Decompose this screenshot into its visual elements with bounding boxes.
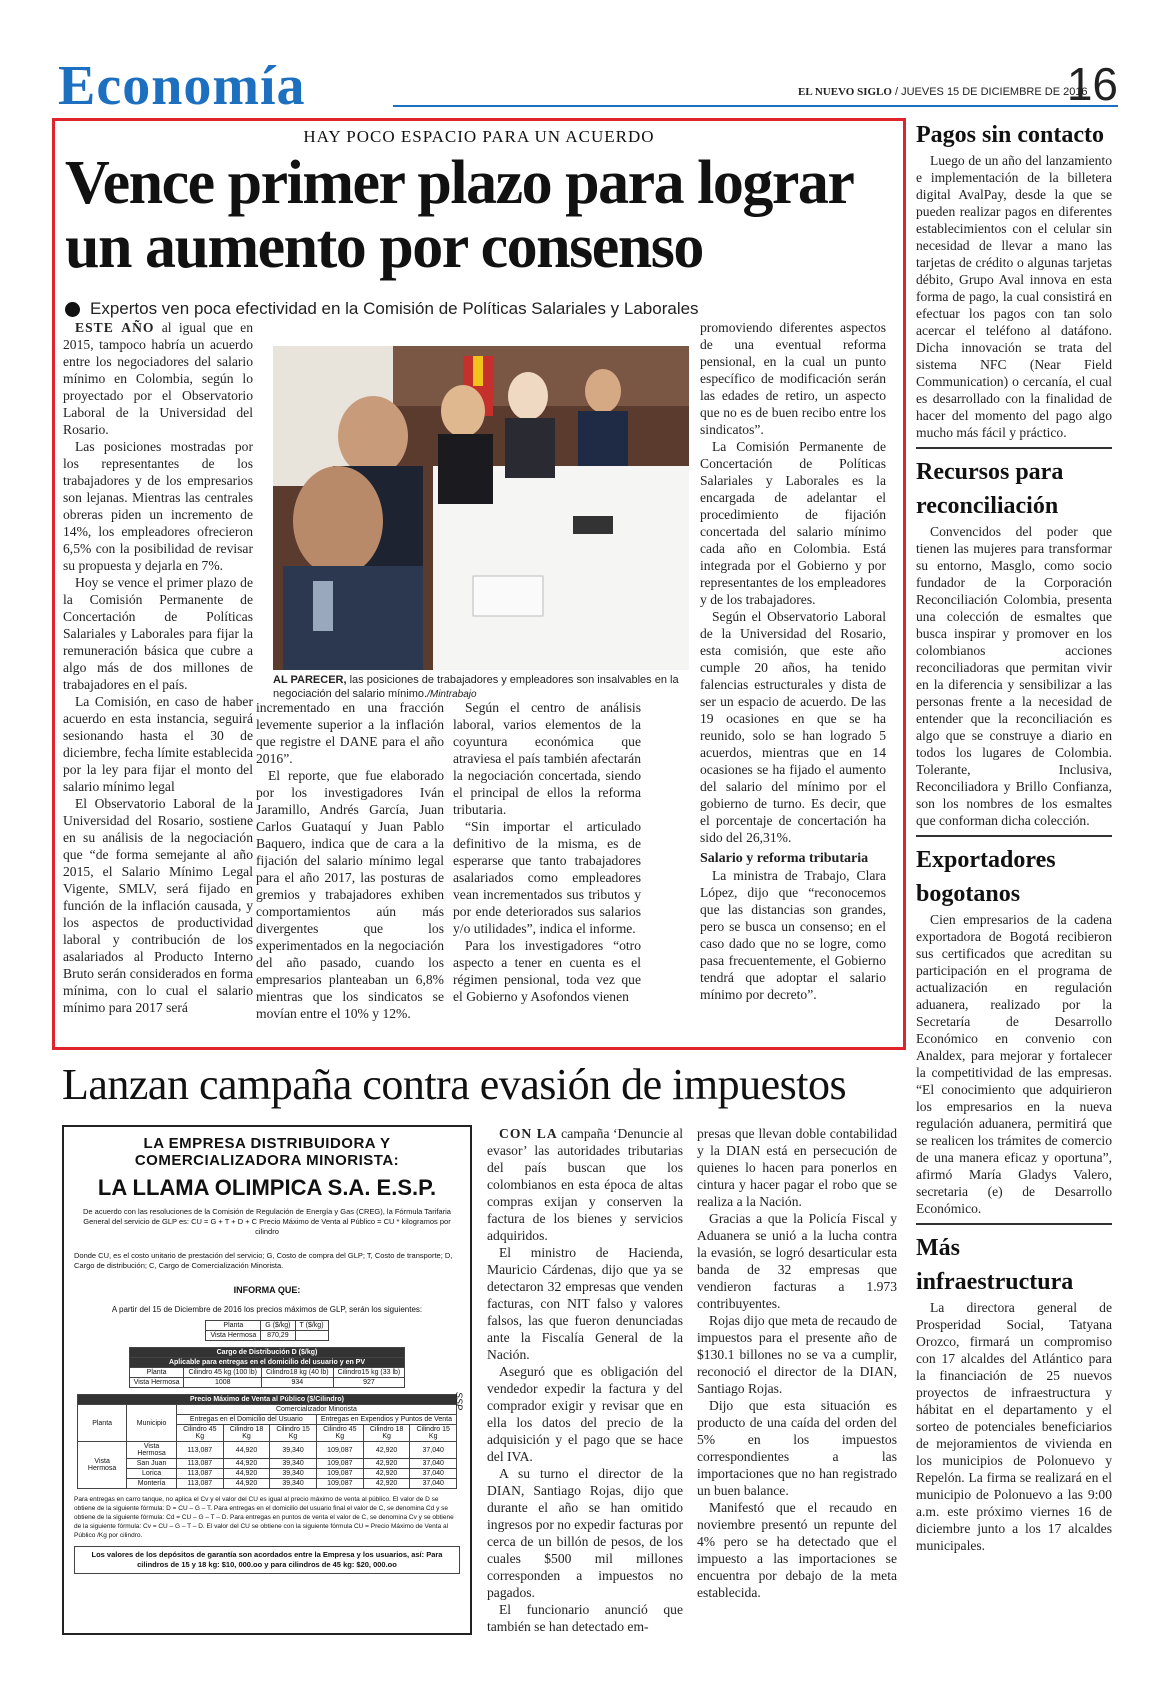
ad-inform: INFORMA QUE: [233,1285,301,1295]
table-header: Planta [129,1368,184,1378]
brief-headline: Recursos para reconciliación [916,459,1064,519]
table-header: Entregas en Expendios y Puntos de Venta [316,1415,456,1425]
paragraph: El ministro de Hacienda, Mauricio Cárdenas, dijo que ya se detectaron 32 empresas que venden facturas, con NIT falso y valores falsos, las que fueron denunciadas ante la Fiscalía General de la Nación. [487,1245,683,1362]
photo-caption [273,674,693,701]
bullet-icon [65,302,80,317]
paper-name: EL NUEVO SIGLO [798,86,892,98]
paragraph: El Observatorio Laboral de la Universidad del Rosario, sostiene en su análisis de la negociación que “de forma semejante al año 2015, el Salario Mínimo Legal Vigente, SMLV, será fijado en función de la inflación causada, y los aspectos de productividad laboral y contribución de los asalariados al Producto Interno Bruto serán considerados en forma mínima, con lo cual el salario mínimo para 2017 será [63,796,253,1015]
table-row: Lorica 113,087 44,920 39,340 109,087 42,920 37,040 [78,1469,457,1479]
masthead-rule [393,105,1118,107]
lead-headline: Vence primer plazo para lograr un aumento por consenso [65,149,853,281]
paragraph: presas que llevan doble contabilidad y la DIAN está en persecución de quienes lo hacen para ponerlos en cintura y hacer pagar el robo que se realiza a la Nación. [697,1126,897,1209]
lead-article [52,118,906,1050]
paper-date [798,86,1088,98]
page-number: 16 [1066,58,1118,110]
masthead [58,55,1118,117]
lead-column-2 [256,699,444,1022]
table-row: Vista Hermosa 870,29 [206,1331,328,1341]
lead-subhead: Salario y reforma tributaria [700,851,869,866]
paragraph: Hoy se vence el primer plazo de la Comisión Permanente de Concertación de Políticas Salariales y Laborales para fijar la remuneración básica que cubre a algo más de dos millones de trabajadores en el país. [63,575,253,692]
second-column-1 [487,1125,683,1635]
lead-in: ESTE AÑO [75,320,155,335]
lead-column-1 [63,319,253,1016]
brief-text: Convencidos del poder que tienen las mujeres para transformar su entorno, Masglo, como socio fundador de la Corporación Reconciliación Colombia, presenta una colección de esmaltes que busca inspirar y promover en los colombianos acciones reconciliadoras que permitan vivir en la diferencia y sensibilizar a las personas frente a la necesidad de entender que la reconciliación es algo que se construye a diario en todos los lugares de Colombia. Tolerante, Inclusiva, Reconciliadora y Brillo Confianza, son los nombres de los esmaltes que conforman dicha colección. [916,524,1112,828]
paragraph: Según el centro de análisis laboral, varios elementos de la coyuntura económica que atraviesa el país también afectarán la negociación concertada, siendo el principal de ellos la reforma tributaria. [453,700,641,817]
max-price-table [77,1394,457,1489]
table-header: Cilindro 15 Kg [270,1425,317,1442]
brief-headline: Pagos sin contacto [916,122,1104,148]
paragraph: Aseguró que es obligación del vendedor expedir la factura y del comprador exigir y revisar que en ella los datos del precio de la adquisición y el pago que se hace del IVA. [487,1364,683,1464]
table-title: Cargo de Distribución D ($/kg) [129,1348,405,1358]
brief-exportadores [916,843,1112,1217]
paragraph: “Sin importar el articulado definitivo de la misma, es de esperarse que tanto trabajadores asalariados como empleadores vean incrementados sus tributos y por ende deteriorados sus salarios y/o utilidades”, indica el informe. [453,819,641,936]
lead-column-3 [453,699,641,1005]
paragraph: Dijo que esta situación es producto de una caída del orden del 5% en los impuestos correspondientes a las importaciones que no han registrado un buen balance. [697,1398,897,1498]
table-header: G ($/kg) [261,1321,295,1331]
lead-in: CON LA [499,1126,558,1141]
paragraph: La Comisión, en caso de haber acuerdo en esta instancia, seguirá sesionando hasta el 30 de diciembre, fecha límite establecida por la ley para fijar el monto del salario mínimo legal [63,694,253,794]
table-header: Cilindro 45 Kg [316,1425,363,1442]
table-header: Cilindro 15 Kg [410,1425,457,1442]
paragraph: ESTE AÑO al igual que en 2015, tampoco habría un acuerdo entre los negociadores del salario mínimo en Colombia, según lo proyectado por el Observatorio Laboral de la Universidad del Rosario. [63,320,253,437]
brief-recursos [916,455,1112,829]
paragraph: promoviendo diferentes aspectos de una eventual reforma pensional, en la cual un punto específico de modificación serán las edades de retiro, un aspecto que no es de buen recibo entre los sindicatos”. [700,320,886,437]
ad-date-line: A partir del 15 de Diciembre de 2016 los precios máximos de GLP, serán los siguientes: [111,1305,423,1314]
divider [916,447,1112,449]
ad-footnote: Para entregas en carro tanque, no aplica el Cv y el valor del CU es igual al precio máximo de venta al público. El valor de D se obtiene de la siguiente fórmula: D = CU – G – T. Para entregas en el domicilio del usuario final el valor de C, se denomina Cd y se obtiene de la siguiente fórmula: Cd = CU – G – T – D. Para entregas en puntos de venta el valor de C, se denomina Cv y se obtiene de la siguiente fórmula: Cv = CU – G – T – D. El valor del CU se obtiene con la siguiente fórmula CU = Precio Máximo de Venta al Público /Kg por cilindro. [74,1496,454,1539]
table-header: Planta [78,1405,127,1442]
meeting-photo [273,346,689,670]
table-row: San Juan 113,087 44,920 39,340 109,087 42,920 37,040 [78,1459,457,1469]
gas-price-advertisement [62,1125,472,1635]
photo-credit: /Mintrabajo [427,688,477,700]
price-table-g-t [205,1320,328,1341]
caption-text: las posiciones de trabajadores y empleadores son insalvables en la negociación del salario mínimo. [273,674,679,700]
brief-headline: Exportadores bogotanos [916,847,1056,907]
ad-top-line: LA EMPRESA DISTRIBUIDORA Y COMERCIALIZADORA MINORISTA: [134,1135,400,1169]
brief-text: Cien empresarios de la cadena exportadora de Bogotá recibieron sus certificados que acreditan su participación en el programa de actualización en regulación aduanera, realizado por la Secretaría de Desarrollo Económico en convenio con Analdex, para mejorar y fortalecer la competitividad de las empresas. “El conocimiento que adquirieron los empresarios en la nueva regulación aduanera, permitirá que se realicen los trámites de comercio de una manera eficaz y oportuna”, afirmó María Gladys Valero, secretaria (e) de Desarrollo Económico. [916,912,1112,1216]
second-headline: Lanzan campaña contra evasión de impuestos [62,1060,847,1109]
brief-text: La directora general de Prosperidad Social, Tatyana Orozco, firmará un compromiso con 17 alcaldes del Atlántico para la financiación de 25 nuevos proyectos de infraestructura y hábitat en el departamento y el sorteo de potenciales beneficiarios de mejoramientos de vivienda en los municipios de Polonuevo y Repelón. La firma se realizará en el municipio de Polonuevo a las 9:00 a.m. este próximo viernes 16 de diciembre junto a los 17 alcaldes municipales. [916,1300,1112,1553]
table-header: Cilindro 18 Kg [223,1425,270,1442]
paragraph: CON LA campaña ‘Denuncie al evasor’ las autoridades tributarias del país buscan que los colombianos en esta época de altas compras exijan y conserven la factura de los bienes y servicios adquiridos. [487,1126,683,1243]
table-header: Cilindro 45 Kg [176,1425,223,1442]
paragraph: Las posiciones mostradas por los representantes de los trabajadores y de los empresarios son lejanas. Mientras las centrales obreras piden un incremento de 14%, los empleadores ofrecieron 6,5% con la posibilidad de revisar su propuesta y dejarla en 7%. [63,439,253,573]
paragraph: La Comisión Permanente de Concertación de Políticas Salariales y Laborales es la encargada de adelantar el procedimiento de fijación concertada del salario mínimo cada año en Colombia. Está integrada por el Gobierno y por representantes de los empleadores y de los trabajadores. [700,439,886,607]
issue-date: / JUEVES 15 DE DICIEMBRE DE 2016 [894,86,1088,98]
brief-text: Luego de un año del lanzamiento e implementación de la billetera digital AvalPay, desde la que se pueden realizar pagos en diferentes establecimientos con el celular sin necesidad de llevar a mano las tarjetas de crédito o algunas tarjetas débito, Grupo Aval innova en esta forma de pago, la cual consistirá en efectuar los pagos con tan solo acercar el teléfono al datáfono. Dicha innovación se trata del sistema NFC (Near Field Communication) o cercanía, el cual es desarrollado con la finalidad de hacer del momento del pago algo mucho más fácil y práctico. [916,153,1112,440]
table-header: Planta [206,1321,261,1331]
brief-infraestructura [916,1231,1112,1554]
table-header: Cilindro15 kg (33 lb) [333,1368,405,1378]
paragraph: Gracias a que la Policía Fiscal y Aduanera se unió a la lucha contra la evasión, se logró desarticular esta banda de 32 empresas que vendieron facturas a 1.973 contribuyentes. [697,1211,897,1311]
table-header: Entregas en el Domicilio del Usuario [176,1415,316,1425]
paragraph: La ministra de Trabajo, Clara López, dijo que “reconocemos que las distancias son grandes, pero se busca un consenso; en el caso dado que no se logre, como pasa frecuentemente, el Gobierno tendrá que adoptar el salario mínimo por decreto”. [700,868,886,1002]
divider [916,835,1112,837]
table-row: Vista Hermosa 1008 934 927 [129,1378,405,1388]
paragraph: Rojas dijo que meta de recaudo de impuestos para el presente año de $130.1 billones no se va a cumplir, reconoció el director de la DIAN, Santiago Rojas. [697,1313,897,1396]
table-subtitle: Aplicable para entregas en el domicilio del usuario y en PV [129,1358,405,1368]
distribution-charge-table [129,1347,406,1388]
second-column-2 [697,1125,897,1601]
brief-pagos [916,118,1112,441]
table-header: T ($/kg) [295,1321,328,1331]
ad-intro: De acuerdo con las resoluciones de la Comisión de Regulación de Energía y Gas (CREG), la Fórmula Tarifaria General del servicio de GLP es: CU = G + T + D + C Precio Máximo de Venta al Público = CU * kilogramos por cilindro [83,1207,451,1236]
section-title: Economía [58,55,306,117]
table-header: Municipio [127,1405,177,1442]
news-briefs-rail [916,118,1112,1554]
lead-column-4 [700,319,886,1003]
paragraph: Según el Observatorio Laboral de la Universidad del Rosario, esta comisión, que este año cumple 20 años, ha tenido falencias estructurales y dista de ser un espacio de acuerdo. De las 19 ocasiones en que se ha reunido, solo se han logrado 5 acuerdos, mientras que en 14 ocasiones se ha fijado el aumento del salario del mínimo por el gobierno de turno. Es decir, que el porcentaje de concertación ha sido del 26,31%. [700,609,886,845]
paragraph: El reporte, que fue elaborado por los investigadores Iván Jaramillo, Andrés García, Juan Carlos Guataquí y Juan Pablo Baquero, indica que de cara a la fijación del salario mínimo legal para el año 2017, las posturas de gremios y trabajadores exhiben comportamientos aún más divergentes que los experimentados en la negociación del año pasado, cuando los empresarios planteaban un 6,8% mientras que los sindicatos se movían entre el 10% y 12%. [256,768,444,1021]
ad-definitions: Donde CU, es el costo unitario de prestación del servicio; G, Costo de compra del GLP; T, Costo de transporte; D, Cargo de distribución; C, Cargo de Comercialización Minorista. [74,1251,453,1270]
paragraph: Manifestó que el recaudo en noviembre presentó un repunte del 4% pero se ha detectado que el impuesto a las importaciones se encuentra por debajo de la meta establecida. [697,1500,897,1600]
table-title: Precio Máximo de Venta al Público ($/Cilindro) [78,1395,457,1405]
paragraph: incrementado en una fracción levemente superior a la inflación que registre el DANE para el año 2016”. [256,700,444,766]
table-row: Vista Hermosa Vista Hermosa 113,087 44,920 39,340 109,087 42,920 37,040 [78,1442,457,1459]
brief-headline: Más infraestructura [916,1235,1074,1295]
table-header: Cilindro 18 Kg [363,1425,410,1442]
lead-dek-text: Expertos ven poca efectividad en la Comisión de Políticas Salariales y Laborales [90,299,699,318]
ad-deposit-note: Los valores de los depósitos de garantía son acordados entre la Empresa y los usuarios, así: Para cilindros de 15 y 18 kg: $10, 000.oo y para cilindros de 45 kg: $20, 000.oo [74,1546,460,1574]
lead-dek [65,299,699,319]
table-header: Cilindro 45 kg (100 lb) [184,1368,261,1378]
table-header: Comercializador Minorista [176,1405,456,1415]
ssp-logo: SSP [454,1392,464,1411]
table-header: Cilindro18 kg (40 lb) [261,1368,333,1378]
paragraph: El funcionario anunció que también se han detectado em- [487,1602,683,1634]
paragraph: A su turno el director de la DIAN, Santiago Rojas, dijo que durante el año se han omitido ingresos por no expedir facturas por cerca de un billón de pesos, de los cuales $500 mil millones corresponden a impuestos no pagados. [487,1466,683,1600]
divider [916,1223,1112,1225]
lead-kicker: HAY POCO ESPACIO PARA UN ACUERDO [303,127,655,146]
paragraph: Para los investigadores “otro aspecto a tener en cuenta es el régimen pensional, toda vez que el Gobierno y Asofondos vienen [453,938,641,1004]
table-row: Montería 113,087 44,920 39,340 109,087 42,920 37,040 [78,1479,457,1489]
ad-company: LA LLAMA OLIMPICA S.A. E.S.P. [97,1175,437,1200]
lead-photo [273,346,689,670]
caption-lead: AL PARECER, [273,674,347,686]
